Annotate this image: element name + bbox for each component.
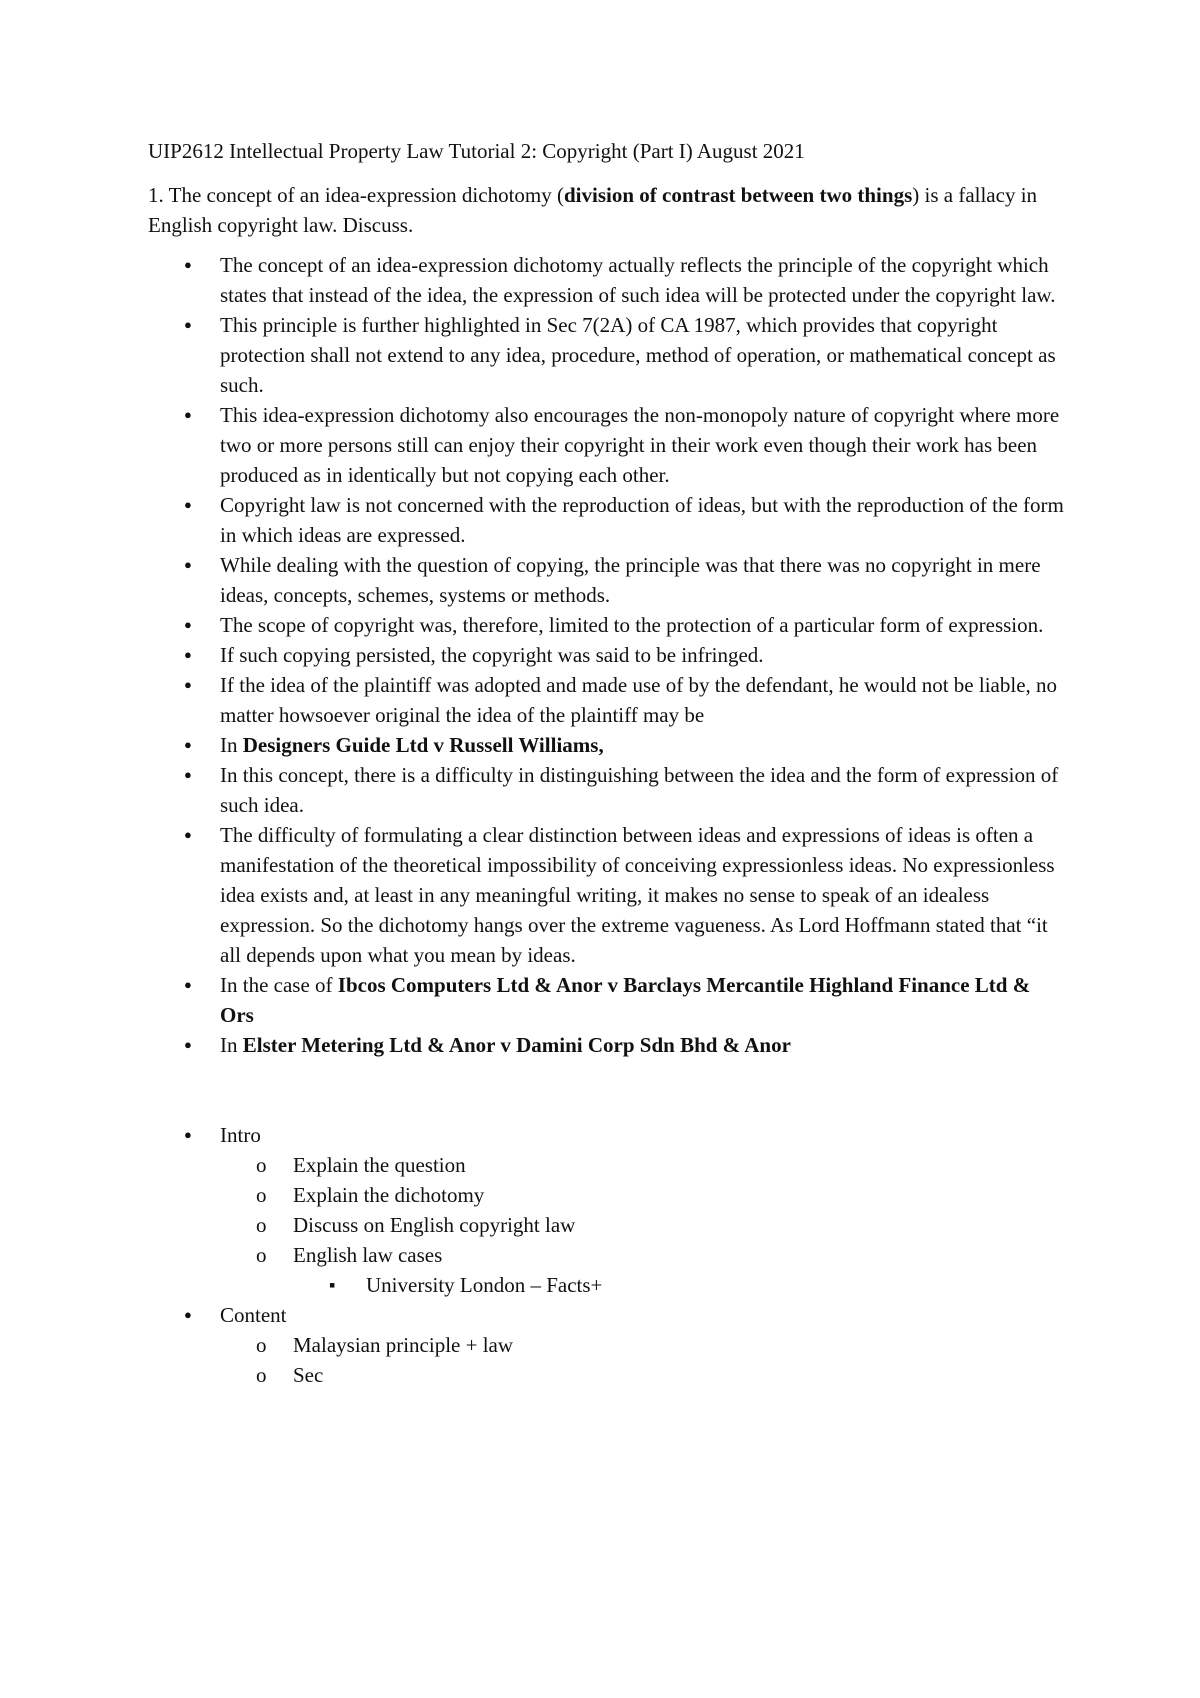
case-name: Designers Guide Ltd v Russell Williams, xyxy=(242,733,604,757)
document-page xyxy=(148,136,1068,1390)
bullet-item: ● This principle is further highlighted in Sec 7(2A) of CA 1987, which provides that copyright protection shall not extend to any idea, procedure, method of operation, or mathematical concept as such. xyxy=(148,310,1068,400)
outline-content-label: Content xyxy=(220,1303,287,1327)
outline-content xyxy=(148,1300,1068,1390)
spacer xyxy=(148,1060,1068,1120)
sublist-item-label: English law cases xyxy=(293,1243,443,1267)
bullet-item-case xyxy=(148,730,1068,760)
sublist-item: o Sec xyxy=(220,1360,1068,1390)
sublist-item: o Explain the dichotomy xyxy=(220,1180,1068,1210)
cases-sublist xyxy=(293,1270,1068,1300)
question-prefix: 1. The concept of an idea-expression dichotomy ( xyxy=(148,183,564,207)
sublist-item: o Discuss on English copyright law xyxy=(220,1210,1068,1240)
bullet-item: ● If such copying persisted, the copyright was said to be infringed. xyxy=(148,640,1068,670)
case-prefix: In xyxy=(220,733,243,757)
case-name: Elster Metering Ltd & Anor v Damini Corp Sdn Bhd & Anor xyxy=(242,1033,791,1057)
document-title: UIP2612 Intellectual Property Law Tutorial 2: Copyright (Part I) August 2021 xyxy=(148,139,805,163)
sub-sublist-item: ▪ University London – Facts+ xyxy=(293,1270,1068,1300)
outline-intro xyxy=(148,1120,1068,1300)
bullet-item: ● This idea-expression dichotomy also encourages the non-monopoly nature of copyright where more two or more persons still can enjoy their copyright in their work even though their work has been produced as in identically but not copying each other. xyxy=(148,400,1068,490)
question-suffix: ) is a fallacy in English copyright law. Discuss. xyxy=(148,183,1038,237)
bullet-item: ● While dealing with the question of copying, the principle was that there was no copyright in mere ideas, concepts, schemes, systems or methods. xyxy=(148,550,1068,610)
question-text xyxy=(148,180,1068,240)
case-prefix: In xyxy=(220,1033,243,1057)
sublist-item: o Malaysian principle + law xyxy=(220,1330,1068,1360)
bullet-item: ● The concept of an idea-expression dichotomy actually reflects the principle of the copyright which states that instead of the idea, the expression of such idea will be protected under the copyright law. xyxy=(148,250,1068,310)
question-bold: division of contrast between two things xyxy=(563,183,913,207)
bullet-item: ● The scope of copyright was, therefore, limited to the protection of a particular form of expression. xyxy=(148,610,1068,640)
sublist-item: o Explain the question xyxy=(220,1150,1068,1180)
sublist-item xyxy=(220,1240,1068,1300)
bullet-item: ● The difficulty of formulating a clear distinction between ideas and expressions of ideas is often a manifestation of the theoretical impossibility of conceiving expressionless ideas. No expressionless idea exists and, at least in any meaningful writing, it makes no sense to speak of an idealess expression. So the dichotomy hangs over the extreme vagueness. As Lord Hoffmann stated that “it all depends upon what you mean by ideas. xyxy=(148,820,1068,970)
outline-list xyxy=(148,1120,1068,1390)
bullet-item: ● Copyright law is not concerned with the reproduction of ideas, but with the reproduction of the form in which ideas are expressed. xyxy=(148,490,1068,550)
content-sublist xyxy=(220,1330,1068,1390)
case-name: Ibcos Computers Ltd & Anor v Barclays Mercantile Highland Finance Ltd & Ors xyxy=(220,973,1031,1027)
intro-sublist xyxy=(220,1150,1068,1300)
bullet-item-case xyxy=(148,1030,1068,1060)
bullet-item-case xyxy=(148,970,1068,1030)
case-prefix: In the case of xyxy=(220,973,338,997)
outline-intro-label: Intro xyxy=(220,1123,261,1147)
main-bullet-list xyxy=(148,250,1068,1060)
bullet-item: ● In this concept, there is a difficulty in distinguishing between the idea and the form of expression of such idea. xyxy=(148,760,1068,820)
bullet-item: ● If the idea of the plaintiff was adopted and made use of by the defendant, he would not be liable, no matter howsoever original the idea of the plaintiff may be xyxy=(148,670,1068,730)
